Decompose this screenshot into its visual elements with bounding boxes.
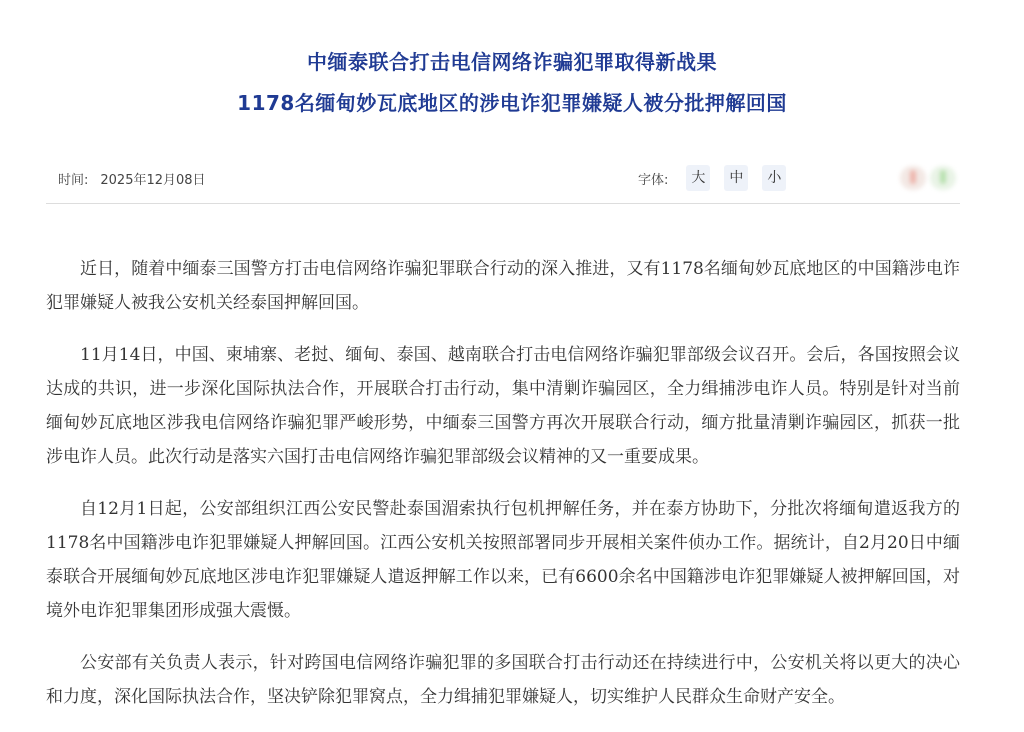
article-title-line-1: 中缅泰联合打击电信网络诈骗犯罪取得新战果 bbox=[307, 50, 717, 74]
font-size-label: 字体: bbox=[638, 172, 669, 188]
article-meta-bar bbox=[46, 160, 960, 196]
publish-date: 2025年12月08日 bbox=[100, 173, 206, 188]
font-size-control bbox=[638, 164, 800, 192]
share-red-icon[interactable] bbox=[900, 166, 926, 190]
publish-time bbox=[58, 169, 206, 188]
article-paragraph: 公安部有关负责人表示，针对跨国电信网络诈骗犯罪的多国联合打击行动还在持续进行中，公安机关将以更大的决心和力度，深化国际执法合作，坚决铲除犯罪窝点，全力缉捕犯罪嫌疑人，切实维护人民群众生命财产安全。 bbox=[46, 653, 960, 707]
header-divider bbox=[46, 203, 960, 204]
share-green-icon[interactable] bbox=[930, 166, 956, 190]
article-title-line-2: 1178名缅甸妙瓦底地区的涉电诈犯罪嫌疑人被分批押解回国 bbox=[237, 91, 787, 115]
time-label: 时间: bbox=[58, 173, 89, 188]
article-paragraph: 自12月1日起，公安部组织江西公安民警赴泰国湄索执行包机押解任务，并在泰方协助下，分批次将缅甸遣返我方的1178名中国籍涉电诈犯罪嫌疑人押解回国。江西公安机关按照部署同步开展相关案件侦办工作。据统计，自2月20日中缅泰联合开展缅甸妙瓦底地区涉电诈犯罪嫌疑人遣返押解工作以来，已有6600余名中国籍涉电诈犯罪嫌疑人被押解回国，对境外电诈犯罪集团形成强大震慑。 bbox=[46, 499, 960, 621]
article-body bbox=[46, 252, 960, 732]
share-buttons bbox=[898, 166, 958, 190]
article-paragraph: 近日，随着中缅泰三国警方打击电信网络诈骗犯罪联合行动的深入推进，又有1178名缅甸妙瓦底地区的中国籍涉电诈犯罪嫌疑人被我公安机关经泰国押解回国。 bbox=[46, 259, 960, 313]
article-paragraph: 11月14日，中国、柬埔寨、老挝、缅甸、泰国、越南联合打击电信网络诈骗犯罪部级会议召开。会后，各国按照会议达成的共识，进一步深化国际执法合作，开展联合打击行动，集中清剿诈骗园区，全力缉捕涉电诈人员。特别是针对当前缅甸妙瓦底地区涉我电信网络诈骗犯罪严峻形势，中缅泰三国警方再次开展联合行动，缅方批量清剿诈骗园区，抓获一批涉电诈人员。此次行动是落实六国打击电信网络诈骗犯罪部级会议精神的又一重要成果。 bbox=[46, 345, 960, 467]
font-medium-button[interactable]: 中 bbox=[724, 165, 748, 191]
font-large-button[interactable]: 大 bbox=[686, 165, 710, 191]
font-small-button[interactable]: 小 bbox=[762, 165, 786, 191]
